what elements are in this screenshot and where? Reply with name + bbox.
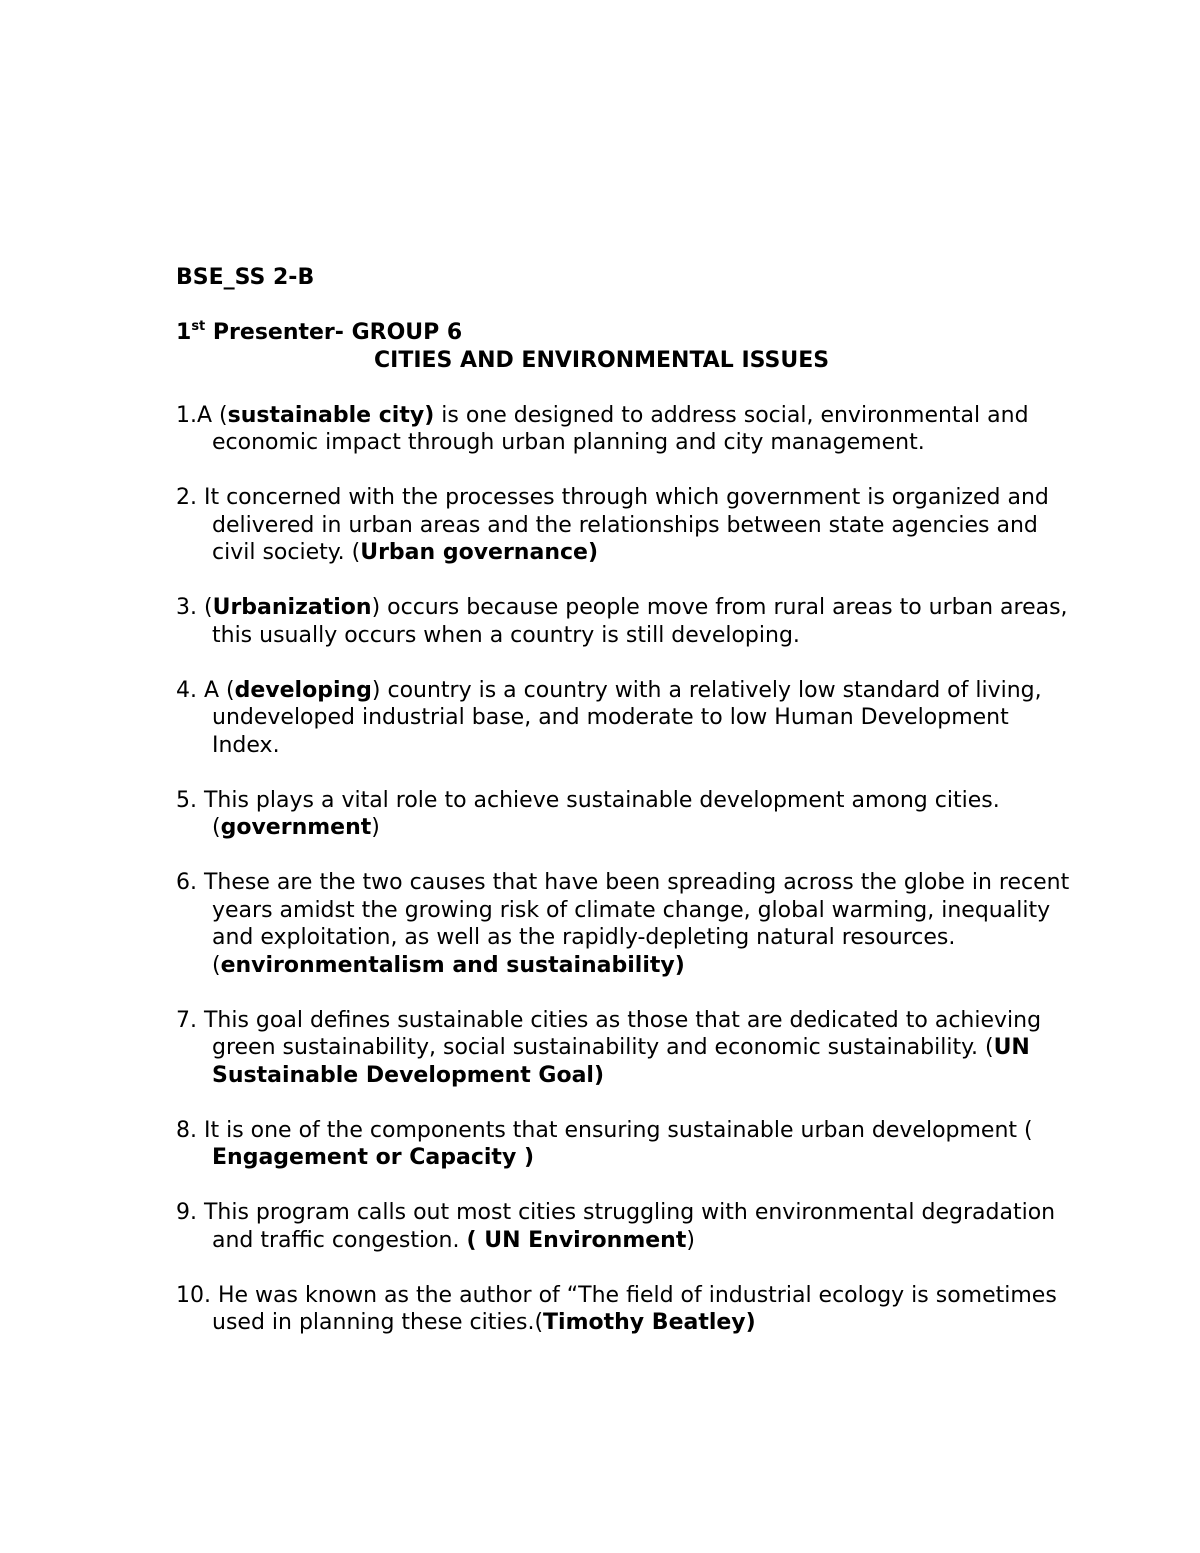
presenter-label: Presenter- GROUP 6 xyxy=(205,320,463,345)
question-text: 9. This program calls out most cities struggling with environmental degradation and traffic congestion. xyxy=(176,1200,1056,1253)
question-item xyxy=(176,484,1076,567)
question-text: 7. This goal defines sustainable cities as those that are dedicated to achieving green sustainability, social sustainability and economic sustainability. ( xyxy=(176,1007,1042,1060)
question-text-end: ) xyxy=(686,1227,695,1253)
question-text-end: ) occurs because people move from rural areas to urban areas, this usually occurs when a country is still developing. xyxy=(212,595,1068,648)
question-text: 4. A ( xyxy=(176,677,235,703)
question-text: 5. This plays a vital role to achieve sustainable development among cities. ( xyxy=(176,787,1000,840)
question-text: 2. It concerned with the processes through which government is organized and delivered in urban areas and the relationships between state agencies and civil society. ( xyxy=(176,485,1049,565)
question-text: 10. He was known as the author of “The field of industrial ecology is sometimes used in planning these cities.( xyxy=(176,1282,1057,1335)
answer-text: Urbanization xyxy=(212,595,372,620)
question-text: 1.A ( xyxy=(176,402,228,428)
answer-text: Timothy Beatley) xyxy=(543,1310,756,1335)
answer-text: developing xyxy=(234,677,372,703)
question-item xyxy=(176,402,1076,457)
question-item xyxy=(176,1282,1076,1337)
question-text: 8. It is one of the components that ensuring sustainable urban development ( xyxy=(176,1117,1033,1143)
question-text-end: ) xyxy=(371,815,380,840)
class-code: BSE_SS 2-B xyxy=(176,265,315,290)
question-list xyxy=(176,402,1076,1337)
document-page xyxy=(176,264,1076,1364)
document-title: CITIES AND ENVIRONMENTAL ISSUES xyxy=(374,347,830,373)
answer-text: Engagement or Capacity ) xyxy=(212,1145,534,1170)
question-text: 6. These are the two causes that have been spreading across the globe in recent years amidst the growing risk of climate change, global warming, inequality and exploitation, as well as the rapidly-depleting natural resources. ( xyxy=(176,870,1070,978)
presenter-ordinal: 1 xyxy=(176,320,192,345)
answer-text: ( UN Environment xyxy=(466,1227,687,1253)
question-text-end: ) country is a country with a relatively low standard of living, undeveloped industrial base, and moderate to low Human Development Index. xyxy=(212,677,1042,758)
question-text: 3. ( xyxy=(176,595,213,620)
question-item xyxy=(176,1117,1076,1172)
question-item xyxy=(176,1007,1076,1090)
question-item xyxy=(176,677,1076,760)
answer-text: UN Sustainable Development Goal) xyxy=(212,1035,1030,1088)
question-item xyxy=(176,1199,1076,1254)
question-item xyxy=(176,594,1076,649)
question-item xyxy=(176,869,1076,979)
answer-text: environmentalism and sustainability) xyxy=(220,952,685,978)
answer-text: sustainable city) xyxy=(227,402,435,428)
answer-text: government xyxy=(220,815,372,840)
presenter-ordinal-suffix: st xyxy=(191,319,206,334)
presenter-line xyxy=(176,319,1076,347)
question-text-end: is one designed to address social, environmental and economic impact through urban planning and city management. xyxy=(212,402,1029,455)
question-item xyxy=(176,787,1076,842)
answer-text: Urban governance) xyxy=(360,540,598,565)
